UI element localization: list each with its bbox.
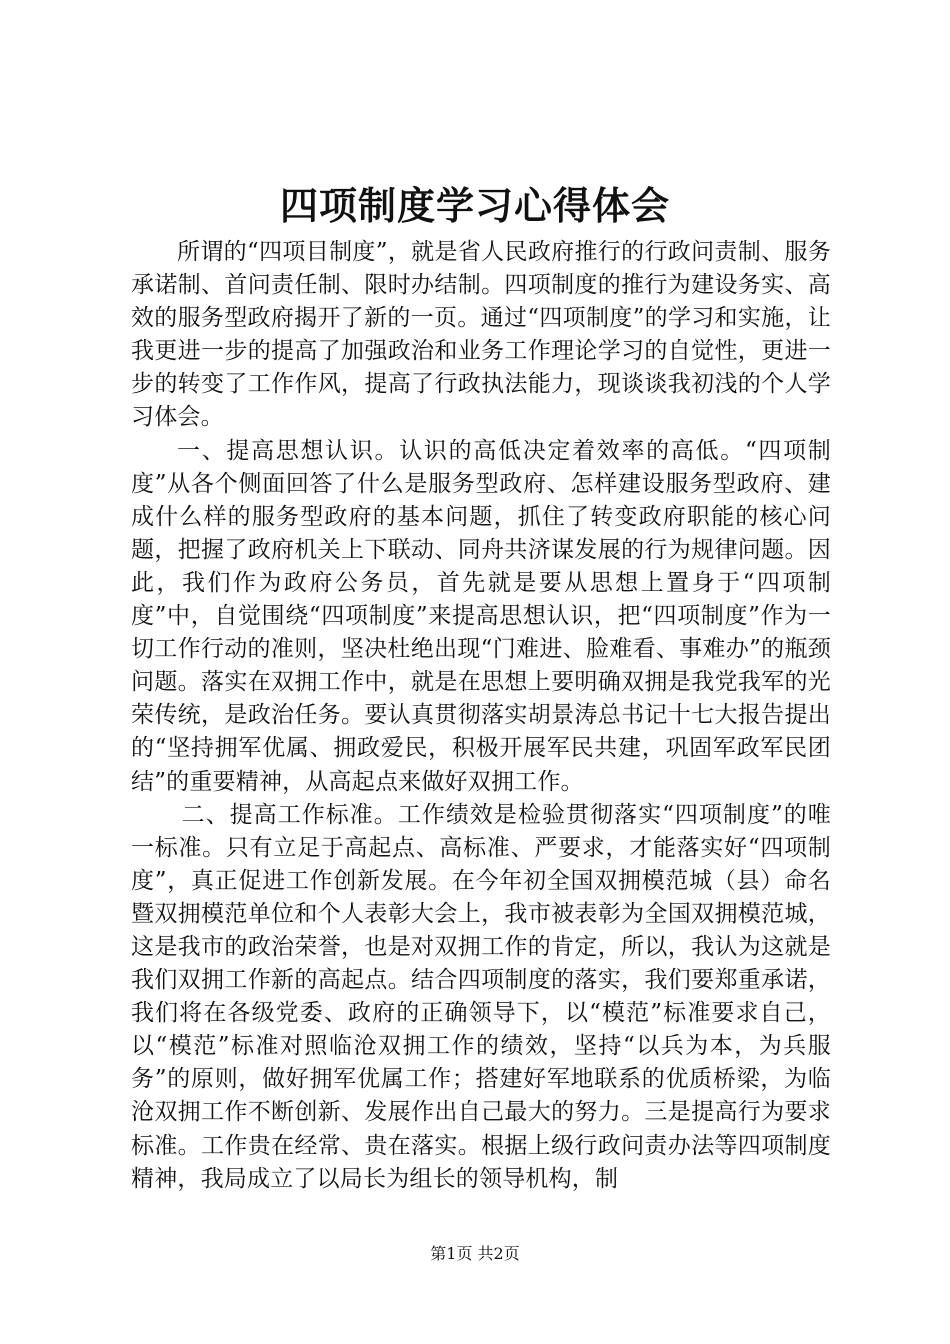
page-title: 四项制度学习心得体会 <box>279 183 670 228</box>
paragraph-intro: 所谓的“四项目制度”，就是省人民政府推行的行政问责制、服务承诺制、首问责任制、限时办结制。四项制度的推行为建设务实、高效的服务型政府揭开了新的一页。通过“四项制度”的学习和实施，让我更进一步的提高了加强政治和业务工作理论学习的自觉性，更进一步的转变了工作作风，提高了行政执法能力，现谈谈我初浅的个人学习体会。 <box>131 239 831 431</box>
paragraph-section-one: 一、提高思想认识。认识的高低决定着效率的高低。“四项制度”从各个侧面回答了什么是服务型政府、怎样建设服务型政府、建成什么样的服务型政府的基本问题，抓住了转变政府职能的核心问题，把握了政府机关上下联动、同舟共济谋发展的行为规律问题。因此，我们作为政府公务员，首先就是要从思想上置身于“四项制度”中，自觉围绕“四项制度”来提高思想认识，把“四项制度”作为一切工作行动的准则，坚决杜绝出现“门难进、脸难看、事难办”的瓶颈问题。落实在双拥工作中，就是在思想上要明确双拥是我党我军的光荣传统，是政治任务。要认真贯彻落实胡景涛总书记十七大报告提出的“坚持拥军优属、拥政爱民，积极开展军民共建，巩固军政军民团结”的重要精神，从高起点来做好双拥工作。 <box>131 437 831 795</box>
paragraph-section-two: 二、提高工作标准。工作绩效是检验贯彻落实“四项制度”的唯一标准。只有立足于高起点、高标准、严要求，才能落实好“四项制度”，真正促进工作创新发展。在今年初全国双拥模范城（县）命名暨双拥模范单位和个人表彰大会上，我市被表彰为全国双拥模范城，这是我市的政治荣誉，也是对双拥工作的肯定，所以，我认为这就是我们双拥工作新的高起点。结合四项制度的落实，我们要郑重承诺，我们将在各级党委、政府的正确领导下，以“模范”标准要求自己，以“模范”标准对照临沧双拥工作的绩效，坚持“以兵为本，为兵服务”的原则，做好拥军优属工作；搭建好军地联系的优质桥梁，为临沧双拥工作不断创新、发展作出自己最大的努力。三是提高行为要求标准。工作贵在经常、贵在落实。根据上级行政问责办法等四项制度精神，我局成立了以局长为组长的领导机构，制 <box>131 801 831 1192</box>
document-body <box>131 236 831 1196</box>
page-footer: 第1页 共2页 <box>430 1244 520 1263</box>
